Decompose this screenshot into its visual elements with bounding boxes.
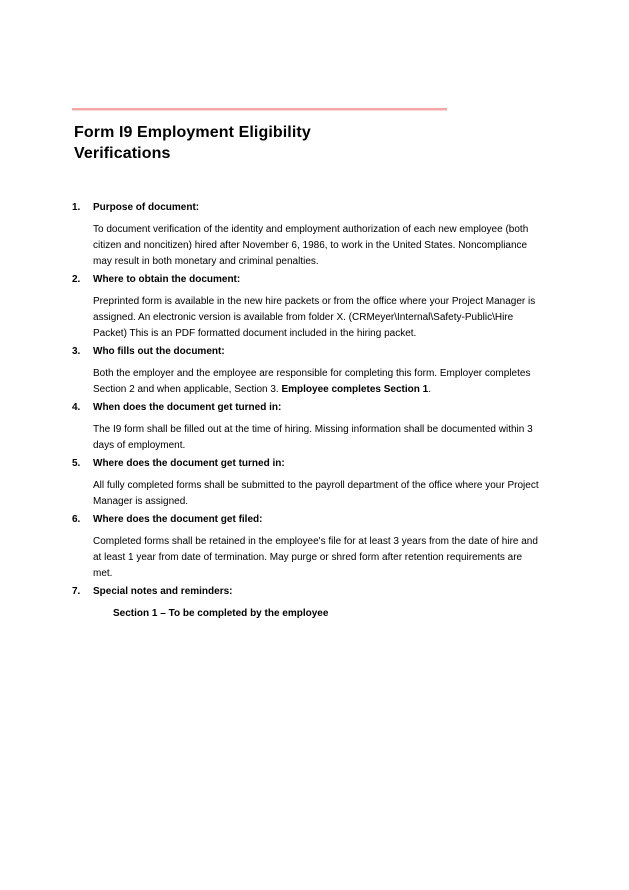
item-paragraph xyxy=(93,478,560,510)
bold-text: Employee completes Section 1 xyxy=(281,384,429,395)
item-number: 5. xyxy=(72,458,81,469)
item-heading: Where does the document get turned in: xyxy=(93,458,285,469)
list-item xyxy=(72,584,560,622)
item-number: 2. xyxy=(72,274,81,285)
text-segment: Manager is assigned. xyxy=(93,496,189,507)
document-list xyxy=(72,200,560,622)
paragraph-line xyxy=(93,294,560,310)
item-number: 6. xyxy=(72,514,81,525)
item-heading: Where does the document get filed: xyxy=(93,514,263,525)
title-rule xyxy=(72,108,447,111)
item-header xyxy=(72,200,560,216)
text-segment: Packet) This is an PDF formatted document included in the hiring packet. xyxy=(93,328,417,339)
text-segment: met. xyxy=(93,568,113,579)
item-header xyxy=(72,344,560,360)
item-number: 7. xyxy=(72,586,81,597)
page-title-line-1: Form I9 Employment Eligibility xyxy=(74,124,311,141)
text-segment: may result in both monetary and criminal penalties. xyxy=(93,256,319,267)
item-heading: Where to obtain the document: xyxy=(93,274,241,285)
item-paragraph xyxy=(93,294,560,342)
item-header xyxy=(72,512,560,528)
page-title-line-2: Verifications xyxy=(74,145,171,162)
item-header xyxy=(72,584,560,600)
list-item xyxy=(72,344,560,398)
item-header xyxy=(72,456,560,472)
text-segment: All fully completed forms shall be submitted to the payroll department of the office where your Project xyxy=(93,480,539,491)
item-number: 1. xyxy=(72,202,81,213)
paragraph-line xyxy=(93,222,560,238)
paragraph-line xyxy=(93,254,560,270)
list-item xyxy=(72,456,560,510)
text-segment: . xyxy=(428,384,431,395)
item-paragraph xyxy=(93,534,560,582)
list-item xyxy=(72,512,560,582)
paragraph-line xyxy=(93,494,560,510)
list-item xyxy=(72,272,560,342)
text-segment: days of employment. xyxy=(93,440,186,451)
item-number: 3. xyxy=(72,346,81,357)
paragraph-line xyxy=(93,566,560,582)
list-item xyxy=(72,400,560,454)
item-paragraph xyxy=(93,366,560,398)
bold-text: Section 1 – To be completed by the employee xyxy=(113,608,329,619)
text-segment: The I9 form shall be filled out at the time of hiring. Missing information shall be documented within 3 xyxy=(93,424,533,435)
paragraph-line xyxy=(93,478,560,494)
item-header xyxy=(72,400,560,416)
item-number: 4. xyxy=(72,402,81,413)
item-paragraph xyxy=(93,222,560,270)
paragraph-line xyxy=(93,238,560,254)
paragraph-line xyxy=(93,550,560,566)
item-heading: When does the document get turned in: xyxy=(93,402,282,413)
list-item xyxy=(72,200,560,270)
text-segment: To document verification of the identity and employment authorization of each new employee (both xyxy=(93,224,529,235)
paragraph-line xyxy=(93,422,560,438)
text-segment: Section 2 and when applicable, Section 3. xyxy=(93,384,282,395)
paragraph-line xyxy=(93,366,560,382)
paragraph-line xyxy=(93,534,560,550)
item-paragraph xyxy=(113,606,560,622)
item-heading: Who fills out the document: xyxy=(93,346,225,357)
text-segment: Both the employer and the employee are responsible for completing this form. Employer completes xyxy=(93,368,531,379)
paragraph-line xyxy=(93,326,560,342)
paragraph-line xyxy=(93,438,560,454)
text-segment: Completed forms shall be retained in the employee's file for at least 3 years from the date of hire and xyxy=(93,536,538,547)
text-segment: assigned. An electronic version is available from folder X. (CRMeyer\Internal\Safety-Public\Hire xyxy=(93,312,514,323)
paragraph-line xyxy=(113,606,560,622)
item-heading: Purpose of document: xyxy=(93,202,200,213)
text-segment: Preprinted form is available in the new hire packets or from the office where your Project Manager is xyxy=(93,296,536,307)
item-header xyxy=(72,272,560,288)
item-paragraph xyxy=(93,422,560,454)
paragraph-line xyxy=(93,382,560,398)
item-heading: Special notes and reminders: xyxy=(93,586,233,597)
paragraph-line xyxy=(93,310,560,326)
page-title xyxy=(74,122,560,164)
text-segment: citizen and noncitizen) hired after November 6, 1986, to work in the United States. Noncompliance xyxy=(93,240,528,251)
text-segment: at least 1 year from date of termination. May purge or shred form after retention requirements are xyxy=(93,552,523,563)
